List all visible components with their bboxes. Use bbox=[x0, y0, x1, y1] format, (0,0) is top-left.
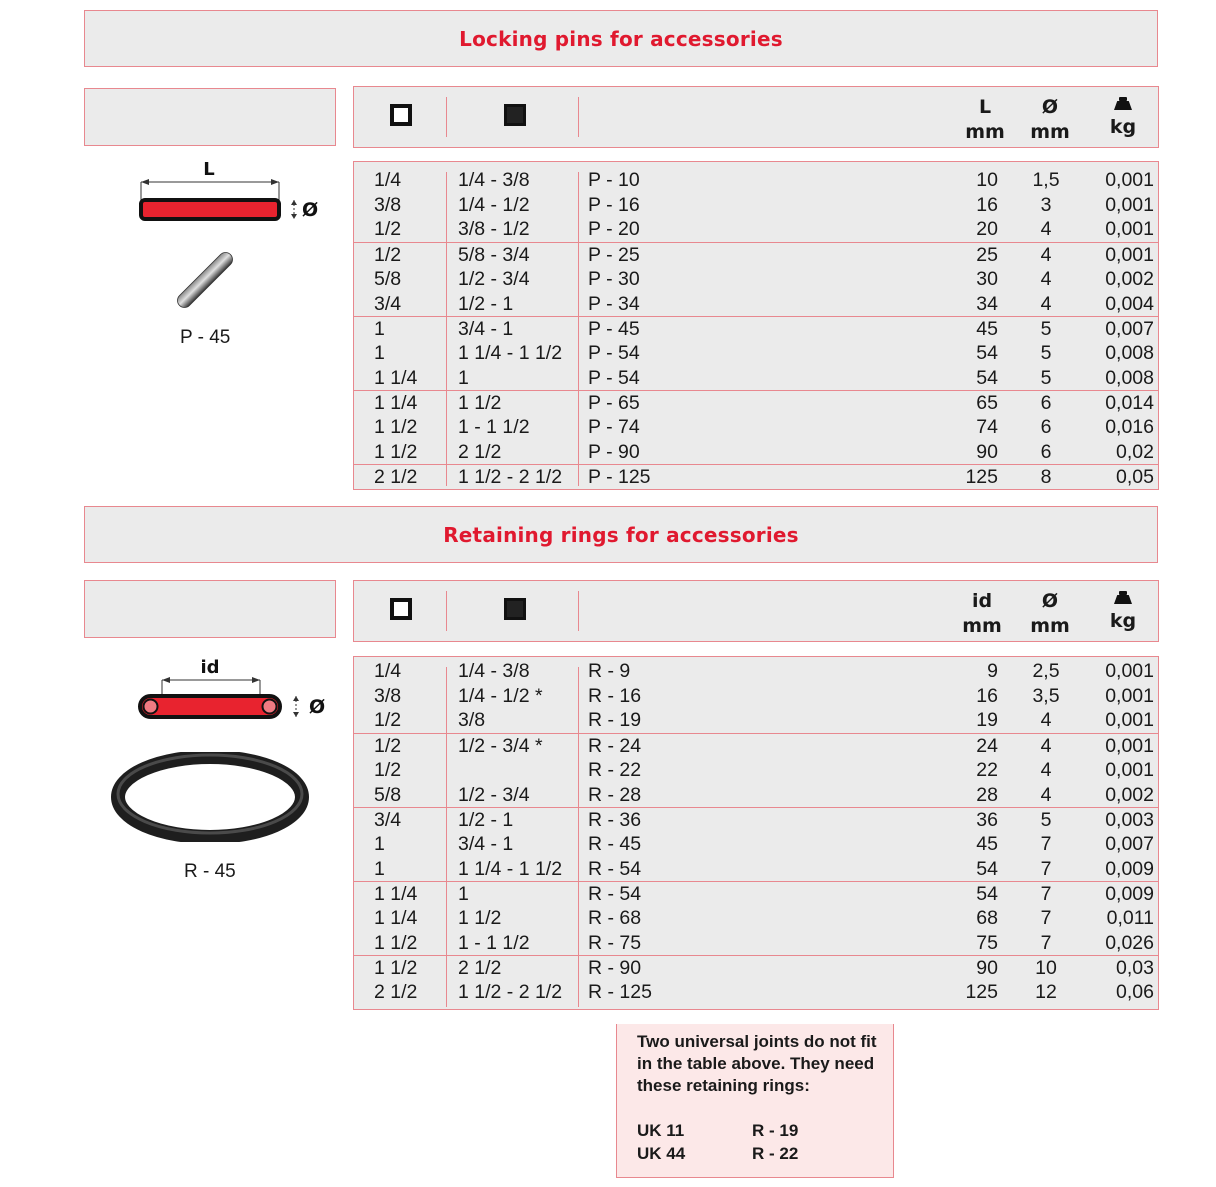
col-weight: 0,001 bbox=[1105, 244, 1154, 267]
col-size: 54 bbox=[976, 857, 998, 880]
col-inch: 1 1/4 bbox=[374, 907, 418, 929]
col-inch: 1/2 bbox=[374, 758, 402, 781]
table-row bbox=[354, 415, 1158, 440]
col-range: 1 - 1 1/2 bbox=[458, 931, 530, 954]
col-inch: 1 bbox=[374, 857, 385, 880]
col-diameter: 4 bbox=[1040, 709, 1052, 732]
col-range: 5/8 - 3/4 bbox=[458, 244, 530, 267]
col-code: P - 16 bbox=[588, 193, 640, 216]
col-code: P - 20 bbox=[588, 218, 640, 241]
col-size: 125 bbox=[965, 981, 998, 1004]
col-inch: 3/4 bbox=[374, 809, 402, 832]
table-row bbox=[354, 659, 1158, 684]
col-weight: 0,001 bbox=[1105, 758, 1154, 781]
col-range: 1 1/4 - 1 1/2 bbox=[458, 857, 563, 880]
col-inch: 3/4 bbox=[374, 292, 402, 315]
pin-photo bbox=[165, 245, 245, 315]
col-inch: 1 bbox=[374, 341, 385, 364]
pin-diagram bbox=[126, 150, 336, 230]
col-inch: 1 1/2 bbox=[374, 440, 418, 463]
note-box bbox=[616, 1024, 894, 1178]
note-ring: R - 19 bbox=[752, 1121, 799, 1140]
col-weight: 0,001 bbox=[1105, 684, 1154, 707]
col-size: 9 bbox=[987, 660, 998, 682]
col-size: 16 bbox=[976, 684, 998, 707]
table-row bbox=[354, 366, 1158, 391]
col-code: R - 19 bbox=[588, 709, 642, 732]
col-code: R - 75 bbox=[588, 931, 642, 954]
pin-drawing bbox=[141, 200, 279, 219]
col-code: P - 34 bbox=[588, 292, 640, 315]
col-weight: 0,007 bbox=[1105, 832, 1154, 855]
col-weight: 0,003 bbox=[1105, 809, 1154, 832]
col-weight: 0,001 bbox=[1105, 709, 1154, 732]
col-diameter: 10 bbox=[1035, 957, 1057, 980]
ring-photo-label: R - 45 bbox=[184, 861, 236, 882]
col-size: 90 bbox=[976, 957, 998, 980]
ring-photo bbox=[110, 752, 310, 842]
col-range: 1 1/2 - 2 1/2 bbox=[458, 466, 563, 489]
table-row bbox=[354, 807, 1158, 833]
rings-table-header bbox=[353, 580, 1159, 642]
col-diameter: 4 bbox=[1040, 758, 1052, 781]
col-size: 45 bbox=[976, 832, 998, 855]
col-weight: 0,001 bbox=[1105, 735, 1154, 758]
pins-table-header bbox=[353, 86, 1159, 148]
col-weight: 0,026 bbox=[1105, 931, 1154, 954]
pins-weight-header: kg bbox=[1095, 95, 1151, 140]
col-size: 10 bbox=[976, 169, 998, 191]
note-ring: R - 22 bbox=[752, 1144, 799, 1163]
col-range: 1 1/2 bbox=[458, 907, 502, 929]
table-row bbox=[354, 292, 1158, 317]
table-row bbox=[354, 684, 1158, 709]
col-range: 2 1/2 bbox=[458, 957, 502, 980]
col-code: P - 54 bbox=[588, 341, 640, 364]
col-diameter: 4 bbox=[1040, 267, 1052, 290]
col-range: 2 1/2 bbox=[458, 440, 502, 463]
table-row bbox=[354, 341, 1158, 366]
col-size: 20 bbox=[976, 218, 998, 241]
note-joint: UK 11 bbox=[637, 1121, 685, 1140]
col-range: 1/4 - 3/8 bbox=[458, 169, 530, 191]
col-code: R - 16 bbox=[588, 684, 642, 707]
filled-square-icon bbox=[504, 598, 526, 620]
col-diameter: 5 bbox=[1040, 809, 1052, 832]
col-range: 1/2 - 3/4 bbox=[458, 783, 530, 806]
col-weight: 0,008 bbox=[1105, 341, 1154, 364]
col-weight: 0,009 bbox=[1105, 857, 1154, 880]
table-row bbox=[354, 217, 1158, 242]
col-range: 1 1/4 - 1 1/2 bbox=[458, 341, 563, 364]
table-row bbox=[354, 267, 1158, 292]
col-size: 24 bbox=[976, 735, 998, 758]
col-code: R - 54 bbox=[588, 883, 642, 906]
filled-square-icon bbox=[504, 104, 526, 126]
col-inch: 1/2 bbox=[374, 218, 402, 241]
col-diameter: 1,5 bbox=[1032, 169, 1060, 191]
col-diameter: 5 bbox=[1040, 318, 1052, 341]
col-diameter: 4 bbox=[1040, 292, 1052, 315]
col-diameter: 7 bbox=[1040, 931, 1052, 954]
table-row bbox=[354, 316, 1158, 342]
pin-diameter-label: Ø bbox=[302, 199, 319, 221]
col-range: 1 1/2 bbox=[458, 392, 502, 415]
col-size: 54 bbox=[976, 341, 998, 364]
col-size: 22 bbox=[976, 758, 998, 781]
note-text: Two universal joints do not fit in the table above. They need these retaining rings: bbox=[637, 1032, 877, 1095]
pins-diameter-header: Ø mm bbox=[1030, 96, 1070, 143]
col-range: 1/2 - 1 bbox=[458, 809, 514, 832]
col-weight: 0,016 bbox=[1105, 416, 1154, 438]
col-size: 68 bbox=[976, 907, 998, 929]
col-size: 75 bbox=[976, 931, 998, 954]
col-size: 54 bbox=[976, 366, 998, 389]
col-range: 1 - 1 1/2 bbox=[458, 416, 530, 438]
col-range: 1/4 - 1/2 * bbox=[458, 684, 543, 707]
col-weight: 0,001 bbox=[1105, 193, 1154, 216]
col-weight: 0,03 bbox=[1116, 957, 1154, 980]
col-code: R - 90 bbox=[588, 957, 642, 980]
col-size: 74 bbox=[976, 416, 998, 438]
col-range: 3/8 - 1/2 bbox=[458, 218, 530, 241]
col-size: 30 bbox=[976, 267, 998, 290]
col-inch: 5/8 bbox=[374, 267, 402, 290]
col-diameter: 6 bbox=[1040, 416, 1052, 438]
col-diameter: 5 bbox=[1040, 341, 1052, 364]
rings-side-header bbox=[84, 580, 336, 638]
col-inch: 3/8 bbox=[374, 193, 402, 216]
rings-table-body bbox=[353, 656, 1159, 1010]
col-size: 125 bbox=[965, 466, 998, 489]
col-inch: 1 1/4 bbox=[374, 392, 418, 415]
col-diameter: 4 bbox=[1040, 735, 1052, 758]
col-weight: 0,011 bbox=[1106, 907, 1154, 929]
col-size: 28 bbox=[976, 783, 998, 806]
open-square-icon bbox=[390, 598, 412, 620]
table-row bbox=[354, 955, 1158, 981]
col-code: R - 22 bbox=[588, 758, 642, 781]
note-joint: UK 44 bbox=[637, 1144, 686, 1163]
table-row bbox=[354, 464, 1158, 490]
col-inch: 1/2 bbox=[374, 709, 402, 732]
col-weight: 0,001 bbox=[1105, 660, 1154, 682]
col-code: R - 28 bbox=[588, 783, 642, 806]
table-row bbox=[354, 881, 1158, 907]
col-range: 1/4 - 3/8 bbox=[458, 660, 530, 682]
col-range: 1/2 - 1 bbox=[458, 292, 514, 315]
col-range: 3/8 bbox=[458, 709, 486, 732]
ring-diameter-label: Ø bbox=[309, 696, 326, 718]
col-weight: 0,06 bbox=[1116, 981, 1154, 1004]
table-row bbox=[354, 708, 1158, 733]
rings-title-band bbox=[84, 506, 1158, 563]
col-code: R - 125 bbox=[588, 981, 652, 1004]
open-square-icon bbox=[390, 104, 412, 126]
pins-table-body bbox=[353, 161, 1159, 490]
pins-side-header bbox=[84, 88, 336, 146]
col-diameter: 7 bbox=[1040, 832, 1052, 855]
col-diameter: 7 bbox=[1040, 883, 1052, 906]
table-row bbox=[354, 242, 1158, 268]
weight-icon bbox=[1114, 97, 1132, 111]
col-code: R - 45 bbox=[588, 832, 642, 855]
col-inch: 1/4 bbox=[374, 169, 402, 191]
table-row bbox=[354, 733, 1158, 759]
pin-photo-label: P - 45 bbox=[180, 327, 231, 348]
col-inch: 1 bbox=[374, 318, 385, 341]
col-range: 1 bbox=[458, 883, 469, 906]
rings-weight-header: kg bbox=[1095, 589, 1151, 634]
col-weight: 0,001 bbox=[1105, 218, 1154, 241]
table-row bbox=[354, 980, 1158, 1005]
col-inch: 1/2 bbox=[374, 244, 402, 267]
weight-icon bbox=[1114, 591, 1132, 605]
col-diameter: 4 bbox=[1040, 218, 1052, 241]
col-code: R - 9 bbox=[588, 660, 631, 682]
table-row bbox=[354, 390, 1158, 416]
col-size: 65 bbox=[976, 392, 998, 415]
table-row bbox=[354, 931, 1158, 956]
col-inch: 1 bbox=[374, 832, 385, 855]
col-inch: 1 1/2 bbox=[374, 416, 418, 438]
col-weight: 0,008 bbox=[1105, 366, 1154, 389]
col-inch: 1 1/4 bbox=[374, 366, 418, 389]
col-inch: 1/4 bbox=[374, 660, 402, 682]
table-row bbox=[354, 193, 1158, 218]
table-row bbox=[354, 783, 1158, 808]
col-range: 1 bbox=[458, 366, 469, 389]
pin-length-label: L bbox=[203, 159, 215, 180]
col-code: P - 54 bbox=[588, 366, 640, 389]
col-code: R - 68 bbox=[588, 907, 642, 929]
col-code: P - 10 bbox=[588, 169, 640, 191]
col-inch: 1 1/4 bbox=[374, 883, 418, 906]
col-code: P - 45 bbox=[588, 318, 640, 341]
col-inch: 1 1/2 bbox=[374, 957, 418, 980]
col-code: P - 125 bbox=[588, 466, 651, 489]
rings-diameter-header: Ø mm bbox=[1030, 590, 1070, 637]
col-inch: 2 1/2 bbox=[374, 466, 418, 489]
col-code: R - 54 bbox=[588, 857, 642, 880]
col-size: 36 bbox=[976, 809, 998, 832]
table-row bbox=[354, 906, 1158, 931]
col-size: 45 bbox=[976, 318, 998, 341]
col-size: 90 bbox=[976, 440, 998, 463]
col-diameter: 3 bbox=[1040, 193, 1052, 216]
col-code: R - 24 bbox=[588, 735, 642, 758]
col-diameter: 6 bbox=[1040, 440, 1052, 463]
col-weight: 0,007 bbox=[1105, 318, 1154, 341]
rings-id-header: id mm bbox=[962, 590, 1002, 637]
col-diameter: 7 bbox=[1040, 907, 1052, 929]
col-size: 34 bbox=[976, 292, 998, 315]
ring-diagram bbox=[126, 648, 336, 728]
col-code: P - 90 bbox=[588, 440, 640, 463]
col-code: P - 30 bbox=[588, 267, 640, 290]
col-inch: 2 1/2 bbox=[374, 981, 418, 1004]
col-weight: 0,002 bbox=[1105, 267, 1154, 290]
col-inch: 3/8 bbox=[374, 684, 402, 707]
col-size: 25 bbox=[976, 244, 998, 267]
col-weight: 0,001 bbox=[1105, 169, 1154, 191]
col-diameter: 8 bbox=[1040, 466, 1052, 489]
col-weight: 0,004 bbox=[1105, 292, 1154, 315]
col-size: 16 bbox=[976, 193, 998, 216]
table-row bbox=[354, 832, 1158, 857]
col-range: 1/2 - 3/4 * bbox=[458, 735, 543, 758]
pins-length-header: L mm bbox=[965, 96, 1005, 143]
pins-title: Locking pins for accessories bbox=[459, 26, 783, 51]
col-code: P - 74 bbox=[588, 416, 640, 438]
col-size: 54 bbox=[976, 883, 998, 906]
col-diameter: 12 bbox=[1035, 981, 1057, 1004]
col-diameter: 3,5 bbox=[1032, 684, 1060, 707]
col-code: P - 25 bbox=[588, 244, 640, 267]
col-inch: 5/8 bbox=[374, 783, 402, 806]
table-row bbox=[354, 758, 1158, 783]
col-range: 1/4 - 1/2 bbox=[458, 193, 530, 216]
rings-title: Retaining rings for accessories bbox=[443, 522, 799, 547]
col-range: 3/4 - 1 bbox=[458, 318, 514, 341]
col-size: 19 bbox=[976, 709, 998, 732]
col-code: P - 65 bbox=[588, 392, 640, 415]
col-diameter: 7 bbox=[1040, 857, 1052, 880]
col-diameter: 4 bbox=[1040, 783, 1052, 806]
col-weight: 0,009 bbox=[1105, 883, 1154, 906]
ring-id-label: id bbox=[200, 657, 220, 678]
table-row bbox=[354, 857, 1158, 882]
pins-title-band bbox=[84, 10, 1158, 67]
ring-drawing bbox=[140, 696, 280, 717]
col-range: 1/2 - 3/4 bbox=[458, 267, 530, 290]
col-weight: 0,014 bbox=[1105, 392, 1154, 415]
col-weight: 0,02 bbox=[1116, 440, 1154, 463]
col-diameter: 4 bbox=[1040, 244, 1052, 267]
col-diameter: 6 bbox=[1040, 392, 1052, 415]
col-diameter: 5 bbox=[1040, 366, 1052, 389]
col-inch: 1/2 bbox=[374, 735, 402, 758]
table-row bbox=[354, 440, 1158, 465]
col-diameter: 2,5 bbox=[1032, 660, 1060, 682]
col-range: 3/4 - 1 bbox=[458, 832, 514, 855]
col-weight: 0,05 bbox=[1116, 466, 1154, 489]
col-range: 1 1/2 - 2 1/2 bbox=[458, 981, 563, 1004]
col-inch: 1 1/2 bbox=[374, 931, 418, 954]
col-weight: 0,002 bbox=[1105, 783, 1154, 806]
col-code: R - 36 bbox=[588, 809, 642, 832]
table-row bbox=[354, 168, 1158, 193]
